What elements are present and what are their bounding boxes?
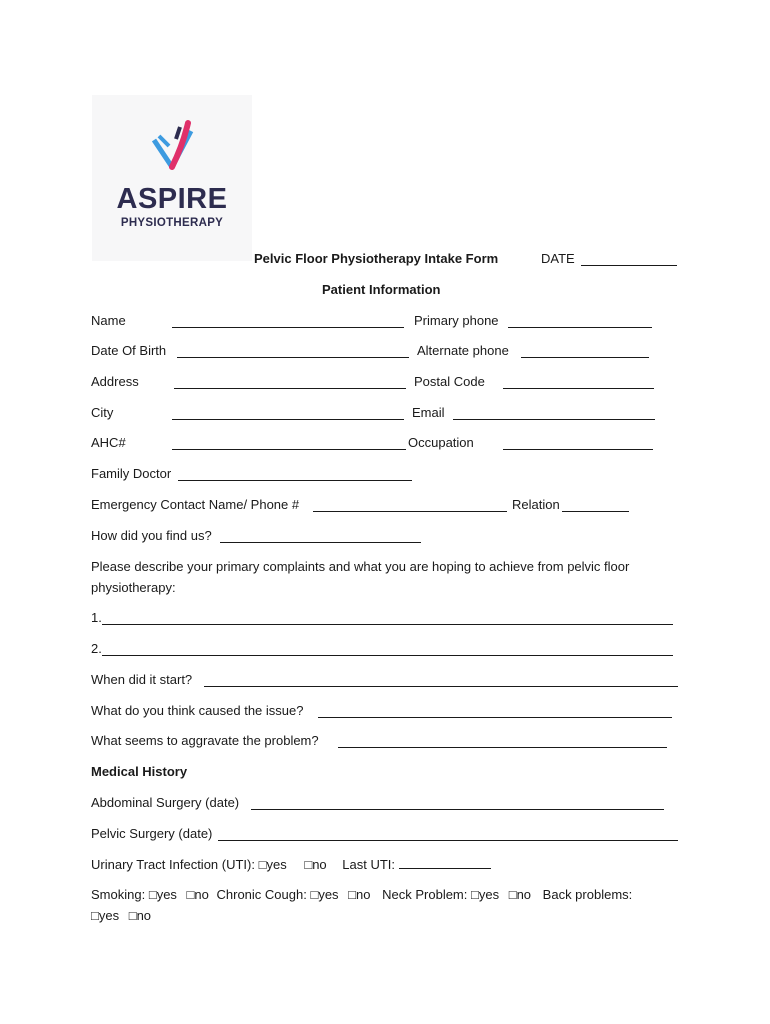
back-no-label: no xyxy=(136,908,152,923)
smoking-no-label: no xyxy=(194,887,209,902)
when-start-field[interactable] xyxy=(204,686,678,687)
smoking-no-checkbox[interactable]: □ xyxy=(186,887,195,902)
uti-row xyxy=(91,856,491,873)
neck-yes-label: yes xyxy=(478,887,500,902)
occupation-label: Occupation xyxy=(408,435,474,450)
back-yes-checkbox[interactable]: □ xyxy=(91,908,99,923)
back-problems-label: Back problems: xyxy=(542,887,633,902)
emergency-contact-label: Emergency Contact Name/ Phone # xyxy=(91,497,300,512)
back-no-checkbox[interactable]: □ xyxy=(128,908,137,923)
name-label: Name xyxy=(91,313,126,328)
postal-code-label: Postal Code xyxy=(414,374,485,389)
when-start-label: When did it start? xyxy=(91,672,193,687)
conditions-row xyxy=(91,887,632,903)
uti-yes-checkbox[interactable]: □ xyxy=(258,857,267,872)
date-field[interactable] xyxy=(581,265,677,266)
relation-label: Relation xyxy=(512,497,560,512)
logo-subtitle-text: PHYSIOTHERAPY xyxy=(120,217,224,229)
patient-info-heading: Patient Information xyxy=(322,282,441,297)
primary-phone-label: Primary phone xyxy=(414,313,499,328)
address-field[interactable] xyxy=(174,388,406,389)
form-title: Pelvic Floor Physiotherapy Intake Form xyxy=(254,251,499,266)
neck-yes-checkbox[interactable]: □ xyxy=(471,887,479,902)
relation-field[interactable] xyxy=(562,511,629,512)
complaints-prompt-line1: Please describe your primary complaints and what you are hoping to achieve from pelvic floor xyxy=(91,559,630,574)
cause-field[interactable] xyxy=(318,717,672,718)
neck-no-label: no xyxy=(516,887,532,902)
ahc-field[interactable] xyxy=(172,449,406,450)
date-label: DATE xyxy=(541,251,575,266)
pelvic-surgery-label: Pelvic Surgery (date) xyxy=(91,826,213,841)
complaint-1-field[interactable] xyxy=(102,624,673,625)
abdominal-surgery-label: Abdominal Surgery (date) xyxy=(91,795,240,810)
aspire-logo-icon xyxy=(92,95,252,185)
logo xyxy=(92,95,252,261)
back-problems-options xyxy=(91,908,151,924)
medical-history-heading: Medical History xyxy=(91,764,188,779)
occupation-field[interactable] xyxy=(503,449,653,450)
how-found-label: How did you find us? xyxy=(91,528,212,543)
complaints-prompt-line2: physiotherapy: xyxy=(91,580,176,595)
cough-no-label: no xyxy=(356,887,371,902)
alternate-phone-label: Alternate phone xyxy=(417,343,509,358)
ahc-label: AHC# xyxy=(91,435,126,450)
smoking-yes-label: yes xyxy=(156,887,177,902)
cause-label: What do you think caused the issue? xyxy=(91,703,304,718)
dob-label: Date Of Birth xyxy=(91,343,167,358)
back-yes-label: yes xyxy=(98,908,120,923)
email-field[interactable] xyxy=(453,419,655,420)
smoking-label: Smoking: xyxy=(91,887,146,902)
uti-no-checkbox[interactable]: □ xyxy=(304,857,313,872)
uti-yes-label: yes xyxy=(266,857,287,872)
emergency-contact-field[interactable] xyxy=(313,511,507,512)
neck-no-checkbox[interactable]: □ xyxy=(508,887,517,902)
smoking-yes-checkbox[interactable]: □ xyxy=(148,887,157,902)
cough-yes-label: yes xyxy=(318,887,339,902)
postal-code-field[interactable] xyxy=(503,388,654,389)
aggravate-field[interactable] xyxy=(338,747,667,748)
how-found-field[interactable] xyxy=(220,542,421,543)
city-field[interactable] xyxy=(172,419,404,420)
city-label: City xyxy=(91,405,114,420)
alternate-phone-field[interactable] xyxy=(521,357,649,358)
aggravate-label: What seems to aggravate the problem? xyxy=(91,733,319,748)
last-uti-label: Last UTI: xyxy=(342,857,396,872)
primary-phone-field[interactable] xyxy=(508,327,652,328)
chronic-cough-label: Chronic Cough: xyxy=(216,887,307,902)
neck-problem-label: Neck Problem: xyxy=(382,887,468,902)
cough-yes-checkbox[interactable]: □ xyxy=(310,887,319,902)
email-label: Email xyxy=(412,405,445,420)
family-doctor-label: Family Doctor xyxy=(91,466,172,481)
dob-field[interactable] xyxy=(177,357,409,358)
address-label: Address xyxy=(91,374,139,389)
pelvic-surgery-field[interactable] xyxy=(218,840,678,841)
complaint-2-field[interactable] xyxy=(102,655,673,656)
abdominal-surgery-field[interactable] xyxy=(251,809,664,810)
last-uti-field[interactable] xyxy=(399,856,491,869)
name-field[interactable] xyxy=(172,327,404,328)
cough-no-checkbox[interactable]: □ xyxy=(348,887,357,902)
family-doctor-field[interactable] xyxy=(178,480,412,481)
complaint-1-label: 1. xyxy=(91,610,102,625)
uti-no-label: no xyxy=(312,857,327,872)
uti-label: Urinary Tract Infection (UTI): xyxy=(91,857,255,872)
complaint-2-label: 2. xyxy=(91,641,102,656)
logo-brand-text: ASPIRE xyxy=(116,183,228,215)
